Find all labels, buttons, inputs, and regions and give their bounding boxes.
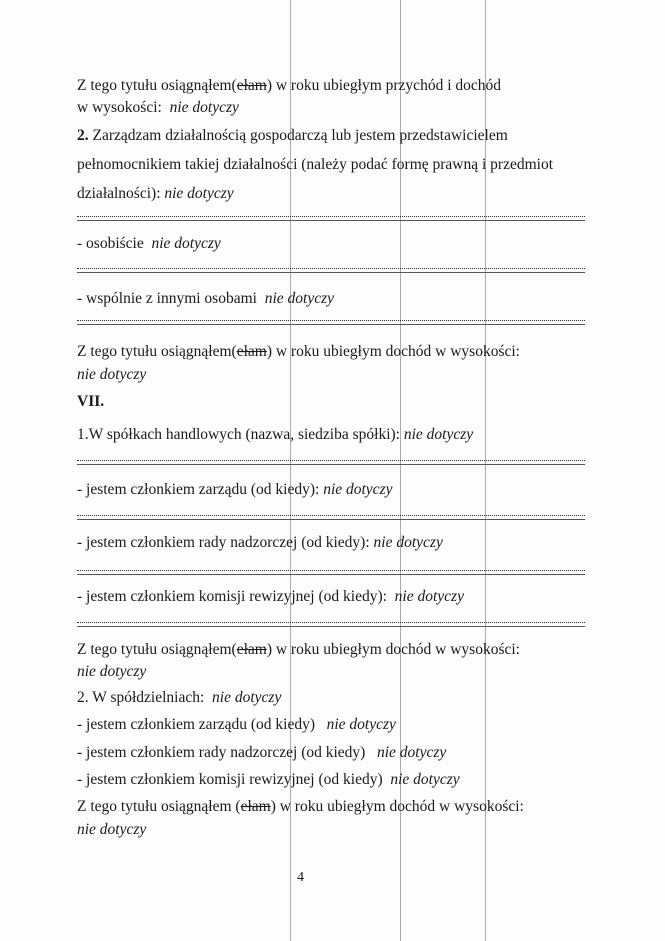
text: Z tego tytułu osiągnąłem( (77, 77, 237, 94)
answer: nie dotyczy (77, 366, 147, 383)
answer: nie dotyczy (323, 481, 393, 498)
label: 2. W spółdzielniach: (77, 689, 205, 706)
answer: nie dotyczy (394, 588, 464, 605)
dotted-line (77, 320, 585, 325)
page-number: 4 (297, 870, 304, 885)
label: - jestem członkiem zarządu (od kiedy) (77, 716, 315, 733)
dotted-line (77, 268, 585, 273)
text-line (77, 184, 234, 204)
text-line: pełnomocnikiem takiej działalności (należy podać formę prawną i przedmiot (77, 156, 554, 173)
text-line (77, 234, 221, 254)
answer: nie dotyczy (77, 821, 147, 838)
label: - osobiście (77, 235, 144, 252)
label: - jestem członkiem zarządu (od kiedy): (77, 481, 320, 498)
text: Z tego tytułu osiągnąłem( (77, 343, 237, 360)
text-line (77, 715, 396, 735)
label: 1.W spółkach handlowych (nazwa, siedziba spółki): (77, 426, 400, 443)
text: Zarządzam działalnością gospodarczą lub jestem przedstawicielem (88, 127, 508, 144)
dotted-line (77, 460, 585, 465)
text-line (77, 533, 443, 553)
text-line (77, 743, 446, 763)
text: Z tego tytułu osiągnąłem( (77, 641, 237, 658)
text-line (77, 688, 281, 708)
dotted-line (77, 216, 585, 221)
answer: nie dotyczy (77, 663, 147, 680)
label: działalności): (77, 185, 161, 202)
income-statement (77, 342, 520, 362)
text: Z tego tytułu osiągnąłem ( (77, 798, 241, 815)
struck-text: ełam (236, 77, 267, 94)
label: - wspólnie z innymi osobami (77, 290, 257, 307)
answer: nie dotyczy (212, 689, 282, 706)
answer: nie dotyczy (376, 744, 447, 761)
text-line (77, 425, 473, 445)
answer: nie dotyczy (169, 99, 239, 116)
answer: nie dotyczy (390, 771, 460, 788)
text-line (77, 770, 460, 790)
dotted-line (77, 570, 585, 575)
number: 2. (77, 127, 89, 144)
text-line (77, 289, 334, 309)
answer: nie dotyczy (403, 426, 474, 443)
income-statement (77, 797, 524, 817)
text: ) w roku ubiegłym dochód w wysokości: (266, 343, 520, 360)
label: - jestem członkiem rady nadzorczej (od kiedy): (77, 534, 370, 551)
label: - jestem członkiem komisji rewizyjnej (od kiedy): (77, 588, 387, 605)
struck-text: ełam (236, 343, 267, 360)
text: ) w roku ubiegłym przychód i dochód (266, 77, 502, 94)
label: w wysokości: (77, 99, 162, 116)
answer: nie dotyczy (151, 235, 221, 252)
answer: nie dotyczy (264, 290, 334, 307)
section-2-heading (77, 126, 508, 146)
answer: nie dotyczy (373, 534, 443, 551)
label: - jestem członkiem rady nadzorczej (od kiedy) (77, 744, 366, 761)
section-heading: VII. (77, 393, 105, 410)
struck-text: ełam (240, 798, 271, 815)
income-statement (77, 640, 520, 660)
dotted-line (77, 622, 585, 627)
text: ) w roku ubiegłym dochód w wysokości: (266, 641, 520, 658)
amount-line (77, 98, 239, 118)
label: - jestem członkiem komisji rewizyjnej (od kiedy) (77, 771, 383, 788)
text: ) w roku ubiegłym dochód w wysokości: (270, 798, 524, 815)
income-statement (77, 76, 501, 96)
dotted-line (77, 515, 585, 520)
text-line (77, 587, 464, 607)
struck-text: ełam (236, 641, 267, 658)
text-line (77, 480, 392, 500)
answer: nie dotyczy (326, 716, 396, 733)
answer: nie dotyczy (164, 185, 234, 202)
